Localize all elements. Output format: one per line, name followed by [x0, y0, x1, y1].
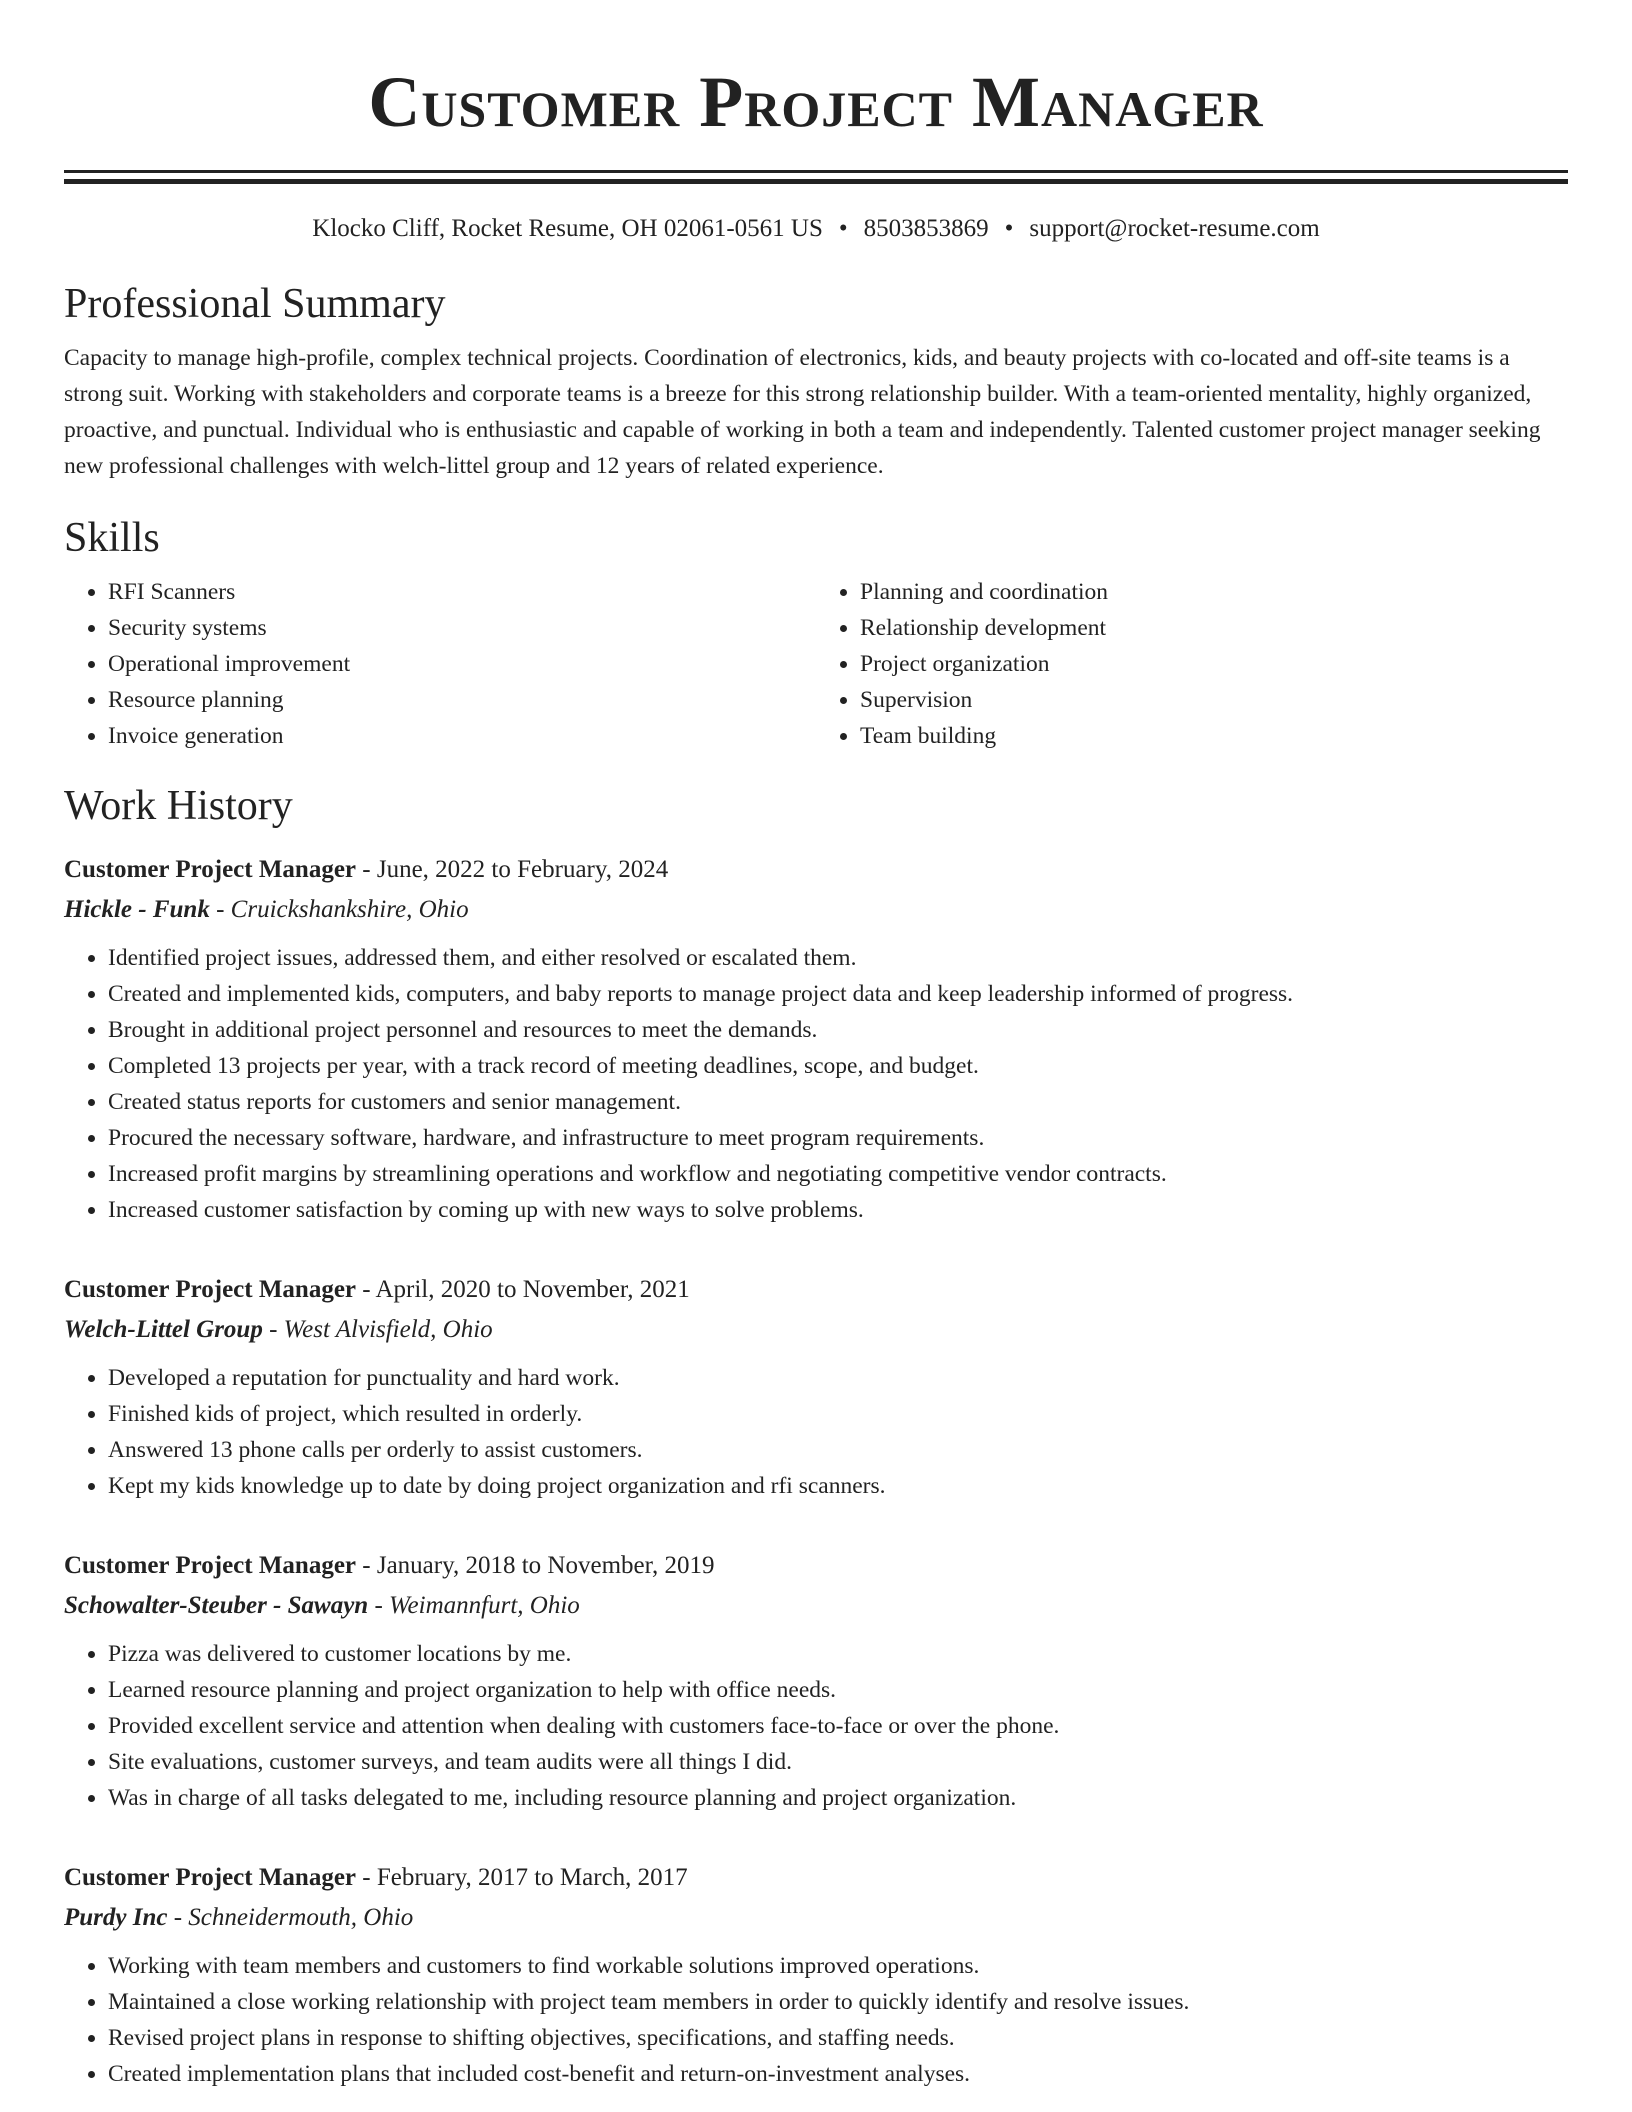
job-title: Customer Project Manager — [64, 1276, 357, 1303]
company-name: Purdy Inc — [64, 1904, 168, 1931]
contact-email: support@rocket-resume.com — [1029, 215, 1320, 242]
job-bullet: • Pizza was delivered to customer locations by me. — [108, 1636, 1568, 1672]
job-bullet: • Kept my kids knowledge up to date by doing project organization and rfi scanners. — [108, 1468, 1568, 1504]
job-bullets — [64, 1636, 1568, 1816]
company-location: - Weimannfurt, Ohio — [368, 1592, 580, 1619]
summary-section — [64, 278, 1568, 484]
skill-item: • Project organization — [860, 646, 1568, 682]
job-bullet: • Created implementation plans that included cost-benefit and return-on-investment analyses. — [108, 2056, 1568, 2092]
company-location: - West Alvisfield, Ohio — [262, 1316, 493, 1343]
job-bullet: • Revised project plans in response to shifting objectives, specifications, and staffing needs. — [108, 2020, 1568, 2056]
work-history-section — [64, 780, 1568, 2092]
company-location: - Schneidermouth, Ohio — [167, 1904, 414, 1931]
job-entry — [64, 850, 1568, 1228]
job-header — [64, 1858, 1568, 1898]
skill-item: • Security systems — [108, 610, 816, 646]
skill-item: • Planning and coordination — [860, 574, 1568, 610]
job-bullet: • Answered 13 phone calls per orderly to assist customers. — [108, 1432, 1568, 1468]
job-entry — [64, 1858, 1568, 2092]
contact-address: Klocko Cliff, Rocket Resume, OH 02061-0561 US — [312, 215, 823, 242]
resume-title: Customer Project Manager — [368, 62, 1264, 142]
job-title: Customer Project Manager — [64, 1864, 357, 1891]
job-entry — [64, 1546, 1568, 1816]
job-bullet: • Procured the necessary software, hardware, and infrastructure to meet program requirements. — [108, 1120, 1568, 1156]
job-bullet: • Was in charge of all tasks delegated to me, including resource planning and project organization. — [108, 1780, 1568, 1816]
company-name: Welch-Littel Group — [64, 1316, 263, 1343]
job-bullet: • Maintained a close working relationship with project team members in order to quickly identify and resolve issues. — [108, 1984, 1568, 2020]
skill-item: • Supervision — [860, 682, 1568, 718]
job-bullets — [64, 1948, 1568, 2092]
job-bullet: • Learned resource planning and project organization to help with office needs. — [108, 1672, 1568, 1708]
job-dates: - June, 2022 to February, 2024 — [356, 856, 669, 883]
skills-list-left — [64, 574, 816, 754]
work-history-heading: Work History — [64, 783, 293, 829]
job-bullets — [64, 1360, 1568, 1504]
summary-heading: Professional Summary — [64, 281, 446, 327]
job-bullet: • Developed a reputation for punctuality and hard work. — [108, 1360, 1568, 1396]
job-company-line — [64, 1310, 1568, 1350]
company-location: - Cruickshankshire, Ohio — [209, 896, 469, 923]
skill-item: • RFI Scanners — [108, 574, 816, 610]
job-header — [64, 1270, 1568, 1310]
job-bullet: • Identified project issues, addressed them, and either resolved or escalated them. — [108, 940, 1568, 976]
job-title: Customer Project Manager — [64, 856, 357, 883]
job-bullet: • Completed 13 projects per year, with a track record of meeting deadlines, scope, and budget. — [108, 1048, 1568, 1084]
title-rule-top — [64, 170, 1568, 173]
skill-item: • Invoice generation — [108, 718, 816, 754]
company-name: Schowalter-Steuber - Sawayn — [64, 1592, 369, 1619]
job-header — [64, 1546, 1568, 1586]
skills-list-right — [816, 574, 1568, 754]
job-dates: - April, 2020 to November, 2021 — [356, 1276, 690, 1303]
job-bullet: • Finished kids of project, which resulted in orderly. — [108, 1396, 1568, 1432]
company-name: Hickle - Funk — [64, 896, 210, 923]
skills-columns — [64, 574, 1568, 754]
skill-item: • Resource planning — [108, 682, 816, 718]
job-bullet: • Increased customer satisfaction by coming up with new ways to solve problems. — [108, 1192, 1568, 1228]
job-company-line — [64, 1898, 1568, 1938]
skill-item: • Relationship development — [860, 610, 1568, 646]
contact-phone: 8503853869 — [863, 215, 989, 242]
job-bullet: • Site evaluations, customer surveys, and team audits were all things I did. — [108, 1744, 1568, 1780]
job-dates: - February, 2017 to March, 2017 — [356, 1864, 688, 1891]
job-bullet: • Working with team members and customers to find workable solutions improved operations. — [108, 1948, 1568, 1984]
job-title: Customer Project Manager — [64, 1552, 357, 1579]
title-rule-bottom — [64, 179, 1568, 184]
contact-separator: • — [838, 215, 848, 242]
job-bullet: • Created status reports for customers and senior management. — [108, 1084, 1568, 1120]
job-company-line — [64, 890, 1568, 930]
job-bullet: • Brought in additional project personnel and resources to meet the demands. — [108, 1012, 1568, 1048]
skill-item: • Team building — [860, 718, 1568, 754]
contact-line — [64, 212, 1568, 246]
job-bullet: • Provided excellent service and attention when dealing with customers face-to-face or over the phone. — [108, 1708, 1568, 1744]
skill-item: • Operational improvement — [108, 646, 816, 682]
job-dates: - January, 2018 to November, 2019 — [356, 1552, 715, 1579]
job-entry — [64, 1270, 1568, 1504]
job-bullets — [64, 940, 1568, 1228]
skills-heading: Skills — [64, 515, 160, 561]
job-bullet: • Created and implemented kids, computers, and baby reports to manage project data and keep leadership informed of progress. — [108, 976, 1568, 1012]
job-header — [64, 850, 1568, 890]
contact-separator: • — [1004, 215, 1014, 242]
job-company-line — [64, 1586, 1568, 1626]
summary-text: Capacity to manage high-profile, complex technical projects. Coordination of electronics, kids, and beauty projects with co-located and off-site teams is a strong suit. Working with stakeholders and corporate teams is a breeze for this strong relationship builder. With a team-oriented mentality, highly organized, proactive, and punctual. Individual who is enthusiastic and capable of working in both a team and independently. Talented customer project manager seeking new professional challenges with welch-littel group and 12 years of related experience. — [64, 345, 1541, 479]
job-bullet: • Increased profit margins by streamlining operations and workflow and negotiating competitive vendor contracts. — [108, 1156, 1568, 1192]
skills-section — [64, 512, 1568, 754]
